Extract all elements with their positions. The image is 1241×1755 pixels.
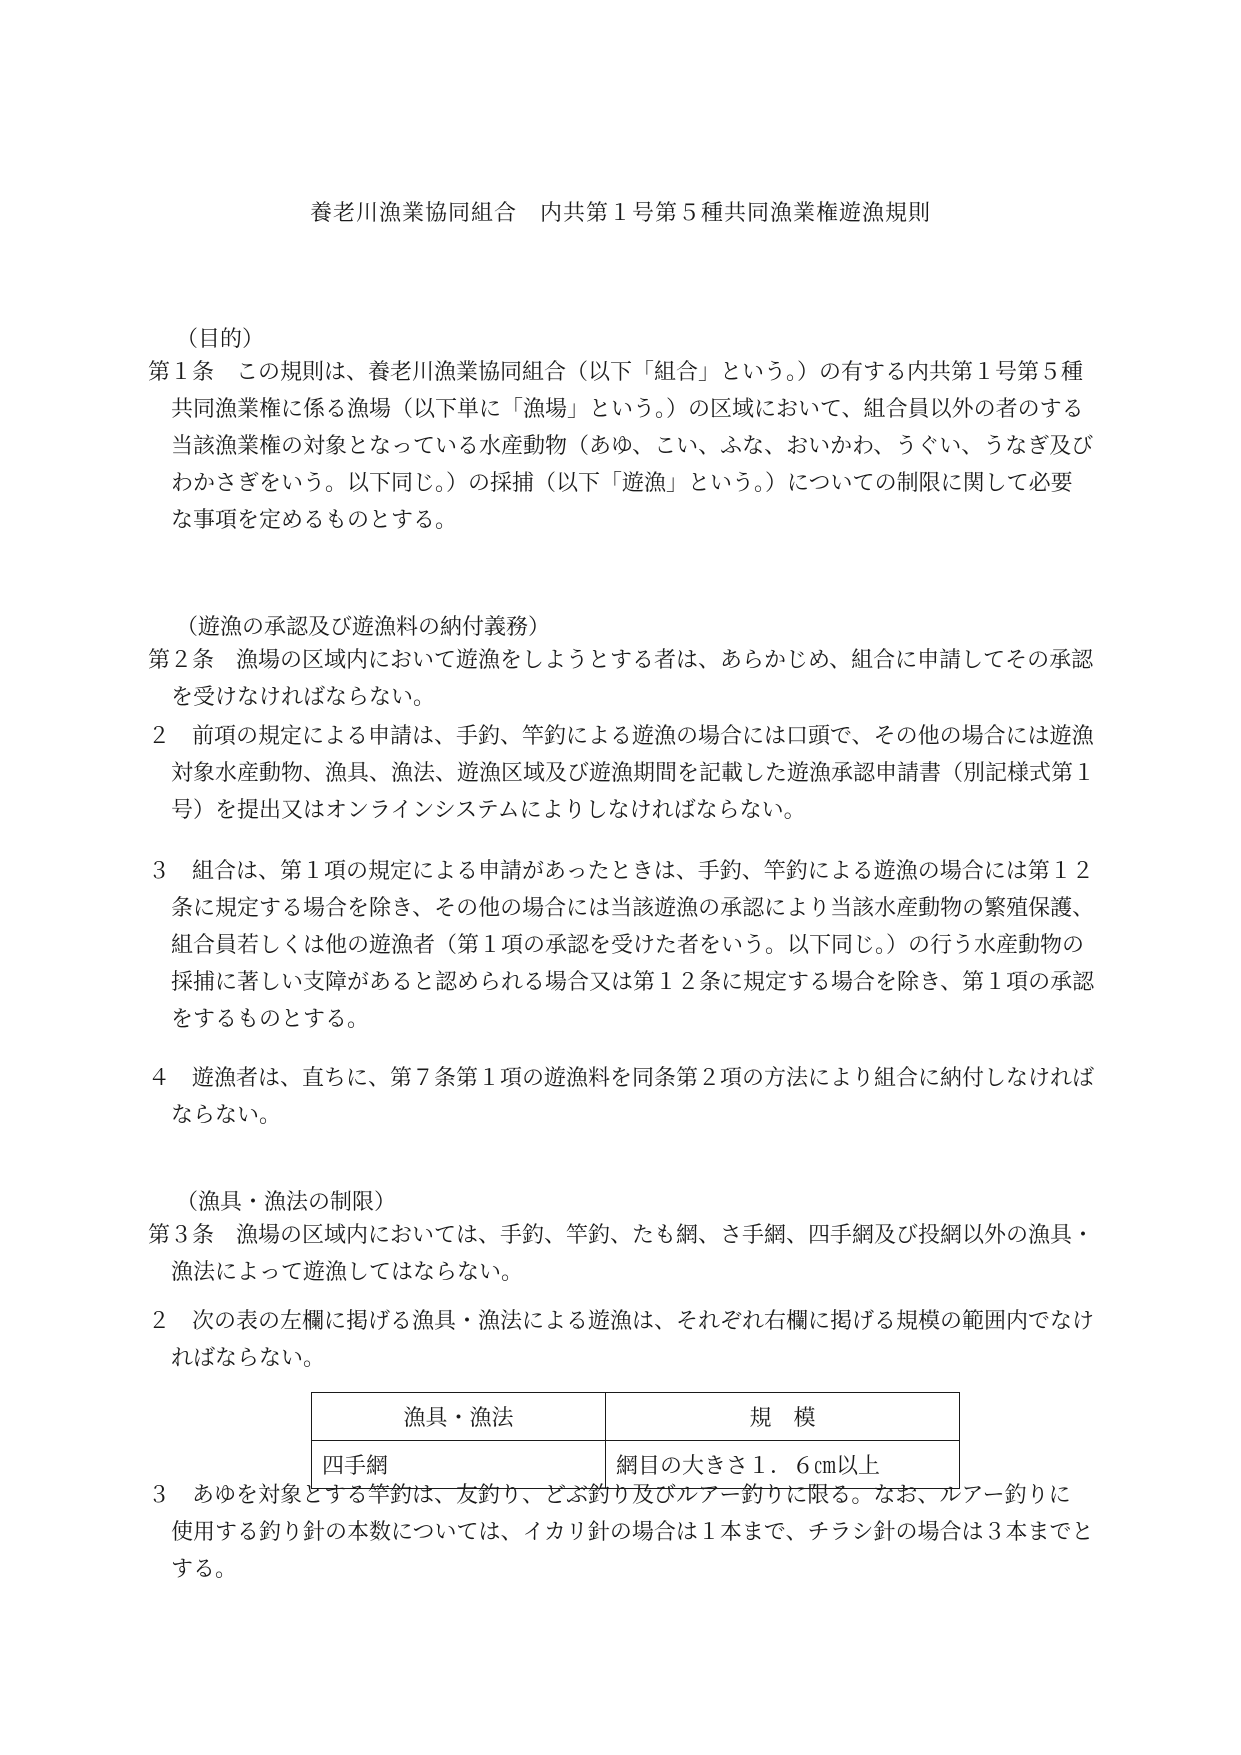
article-2 xyxy=(148,642,1116,716)
table-cell-scale: 網目の大きさ１．６㎝以上 xyxy=(606,1441,960,1489)
article-1 xyxy=(148,354,1116,539)
text-line: 第３条 漁場の区域内においては、手釣、竿釣、たも網、さ手網、四手網及び投網以外の漁具・ xyxy=(148,1223,1095,1248)
text-line: を受けなければならない。 xyxy=(171,685,436,710)
column-header-scale: 規 模 xyxy=(606,1393,960,1441)
text-line: 第２条 漁場の区域内において遊漁をしようとする者は、あらかじめ、組合に申請してその承認 xyxy=(148,648,1094,673)
article-3-paragraph-3 xyxy=(148,1477,1116,1588)
text-line: 号）を提出又はオンラインシステムによりしなければならない。 xyxy=(171,798,806,823)
document-title: 養老川漁業協同組合 内共第１号第５種共同漁業権遊漁規則 xyxy=(309,201,931,226)
text-line: 使用する釣り針の本数については、イカリ針の場合は１本まで、チラシ針の場合は３本までと xyxy=(171,1520,1094,1545)
table-header-row xyxy=(312,1393,960,1441)
section-heading-purpose: （目的） xyxy=(176,327,265,352)
text-line: 当該漁業権の対象となっている水産動物（あゆ、こい、ふな、おいかわ、うぐい、うなぎ及び xyxy=(171,434,1094,459)
text-line: 対象水産動物、漁具、漁法、遊漁区域及び遊漁期間を記載した遊漁承認申請書（別記様式第１ xyxy=(171,761,1096,786)
article-2-paragraph-2 xyxy=(148,718,1116,829)
column-header-gear: 漁具・漁法 xyxy=(312,1393,606,1441)
table-cell-gear: 四手網 xyxy=(312,1441,606,1489)
text-line: わかさぎをいう。以下同じ。）の採捕（以下「遊漁」という。）についての制限に関して必要 xyxy=(171,471,1073,496)
text-line: 漁法によって遊漁してはならない。 xyxy=(171,1260,524,1285)
text-line: する。 xyxy=(171,1557,238,1582)
article-2-paragraph-3 xyxy=(148,853,1116,1038)
text-line: ればならない。 xyxy=(171,1346,326,1371)
text-line: ならない。 xyxy=(171,1103,282,1128)
text-line: ４ 遊漁者は、直ちに、第７条第１項の遊漁料を同条第２項の方法により組合に納付しなければ xyxy=(148,1066,1095,1091)
article-2-paragraph-4 xyxy=(148,1060,1116,1134)
text-line: 組合員若しくは他の遊漁者（第１項の承認を受けた者をいう。以下同じ。）の行う水産動物の xyxy=(171,933,1085,958)
text-line: をするものとする。 xyxy=(171,1007,370,1032)
text-line: 第１条 この規則は、養老川漁業協同組合（以下「組合」という。）の有する内共第１号第５種 xyxy=(148,360,1084,385)
text-line: ２ 前項の規定による申請は、手釣、竿釣による遊漁の場合には口頭で、その他の場合には遊漁 xyxy=(148,724,1094,749)
section-heading-gear: （漁具・漁法の制限） xyxy=(176,1190,397,1215)
text-line: ２ 次の表の左欄に掲げる漁具・漁法による遊漁は、それぞれ右欄に掲げる規模の範囲内でなけ xyxy=(148,1309,1095,1334)
text-line: 採捕に著しい支障があると認められる場合又は第１２条に規定する場合を除き、第１項の承認 xyxy=(171,970,1095,995)
text-line: 共同漁業権に係る漁場（以下単に「漁場」という。）の区域において、組合員以外の者のする xyxy=(171,397,1084,422)
article-3 xyxy=(148,1217,1116,1291)
section-heading-approval: （遊漁の承認及び遊漁料の納付義務） xyxy=(176,615,551,640)
article-3-paragraph-2 xyxy=(148,1303,1116,1377)
text-line: な事項を定めるものとする。 xyxy=(171,508,458,533)
text-line: ３ 組合は、第１項の規定による申請があったときは、手釣、竿釣による遊漁の場合には第１２ xyxy=(148,859,1094,884)
gear-scale-table xyxy=(311,1392,960,1489)
text-line: 条に規定する場合を除き、その他の場合には当該遊漁の承認により当該水産動物の繁殖保護、 xyxy=(171,896,1095,921)
text-line: ３ あゆを対象とする竿釣は、友釣り、どぶ釣り及びルアー釣りに限る。なお、ルアー釣りに xyxy=(148,1483,1071,1508)
